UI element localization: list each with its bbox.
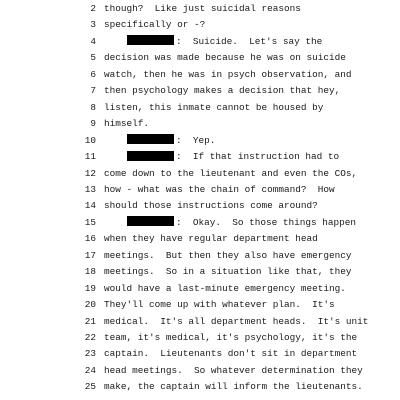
transcript-line [0, 116, 400, 132]
speaker-line-text [127, 133, 215, 149]
transcript-line [0, 133, 400, 149]
transcript-line [0, 50, 400, 66]
line-text: meetings. But then they also have emergency [104, 249, 352, 261]
line-text: make, the captain will inform the lieutenants. [104, 381, 363, 393]
line-text: medical. It's all department heads. It's unit [104, 315, 369, 327]
speaker-text: : Yep. [176, 134, 216, 146]
line-number: 13 [84, 183, 96, 195]
transcript-line [0, 198, 400, 214]
transcript-line [0, 363, 400, 379]
line-text: watch, then he was in psych observation, and [104, 68, 352, 80]
line-number: 4 [90, 35, 96, 47]
line-number: 18 [84, 266, 96, 278]
transcript-line [0, 17, 400, 33]
line-number: 3 [90, 19, 96, 31]
line-text: specifically or -? [104, 19, 206, 31]
line-text: then psychology makes a decision that hey, [104, 85, 341, 97]
line-text: captain. Lieutenants don't sit in department [104, 348, 358, 360]
transcript-line [0, 248, 400, 264]
redaction-bar [127, 151, 174, 161]
line-text: head meetings. So whatever determination they [104, 364, 363, 376]
transcript-line [0, 215, 400, 231]
transcript-line [0, 83, 400, 99]
transcript-line [0, 149, 400, 165]
line-text: should those instructions come around? [104, 200, 318, 212]
speaker-line-text [127, 215, 356, 231]
line-text: come down to the lieutenant and even the COs, [104, 167, 358, 179]
redaction-bar [127, 216, 174, 226]
transcript-line [0, 34, 400, 50]
line-number: 10 [84, 134, 96, 146]
line-text: team, it's medical, it's psychology, it's the [104, 332, 358, 343]
transcript-line [0, 314, 400, 330]
transcript-line [0, 100, 400, 116]
line-number: 19 [84, 282, 96, 294]
transcript-line [0, 231, 400, 247]
line-number: 16 [84, 233, 96, 245]
speaker-text: : Okay. So those things happen [176, 216, 357, 228]
line-text: how - what was the chain of command? How [104, 183, 335, 195]
line-number: 15 [84, 216, 96, 228]
transcript-line [0, 1, 400, 17]
transcript-line [0, 297, 400, 313]
speaker-text: : Suicide. Let's say the [176, 35, 323, 47]
line-number: 22 [84, 332, 96, 343]
speaker-text: : If that instruction had to [176, 151, 340, 163]
line-number: 14 [84, 200, 96, 212]
line-number: 24 [84, 364, 96, 376]
line-text: when they have regular department head [104, 233, 318, 245]
line-number: 2 [90, 3, 96, 14]
speaker-line-text [127, 34, 322, 50]
redaction-bar [127, 134, 174, 144]
line-text: They'll come up with whatever plan. It's [104, 299, 335, 311]
line-text: himself. [104, 118, 150, 130]
transcript-line [0, 346, 400, 362]
redaction-bar [127, 35, 174, 45]
line-text: meetings. So in a situation like that, they [104, 266, 352, 278]
transcript-line [0, 182, 400, 198]
line-number: 17 [84, 249, 96, 261]
line-number: 6 [90, 68, 96, 80]
line-number: 9 [90, 118, 96, 130]
line-number: 21 [84, 315, 96, 327]
line-number: 11 [84, 151, 96, 163]
line-number: 8 [90, 101, 96, 113]
line-number: 7 [90, 85, 96, 97]
transcript-line [0, 67, 400, 83]
line-text: would have a last-minute emergency meeting. [104, 282, 346, 294]
line-number: 12 [84, 167, 96, 179]
line-number: 25 [84, 381, 96, 393]
transcript-line [0, 379, 400, 395]
line-text: listen, this inmate cannot be housed by [104, 101, 324, 113]
transcript-line [0, 166, 400, 182]
transcript-line [0, 264, 400, 280]
line-text: decision was made because he was on suicide [104, 52, 346, 64]
transcript-line [0, 330, 400, 346]
line-number: 23 [84, 348, 96, 360]
line-text: though? Like just suicidal reasons [104, 3, 301, 14]
transcript-line [0, 281, 400, 297]
speaker-line-text [127, 149, 339, 165]
line-number: 20 [84, 299, 96, 311]
line-number: 5 [90, 52, 96, 64]
